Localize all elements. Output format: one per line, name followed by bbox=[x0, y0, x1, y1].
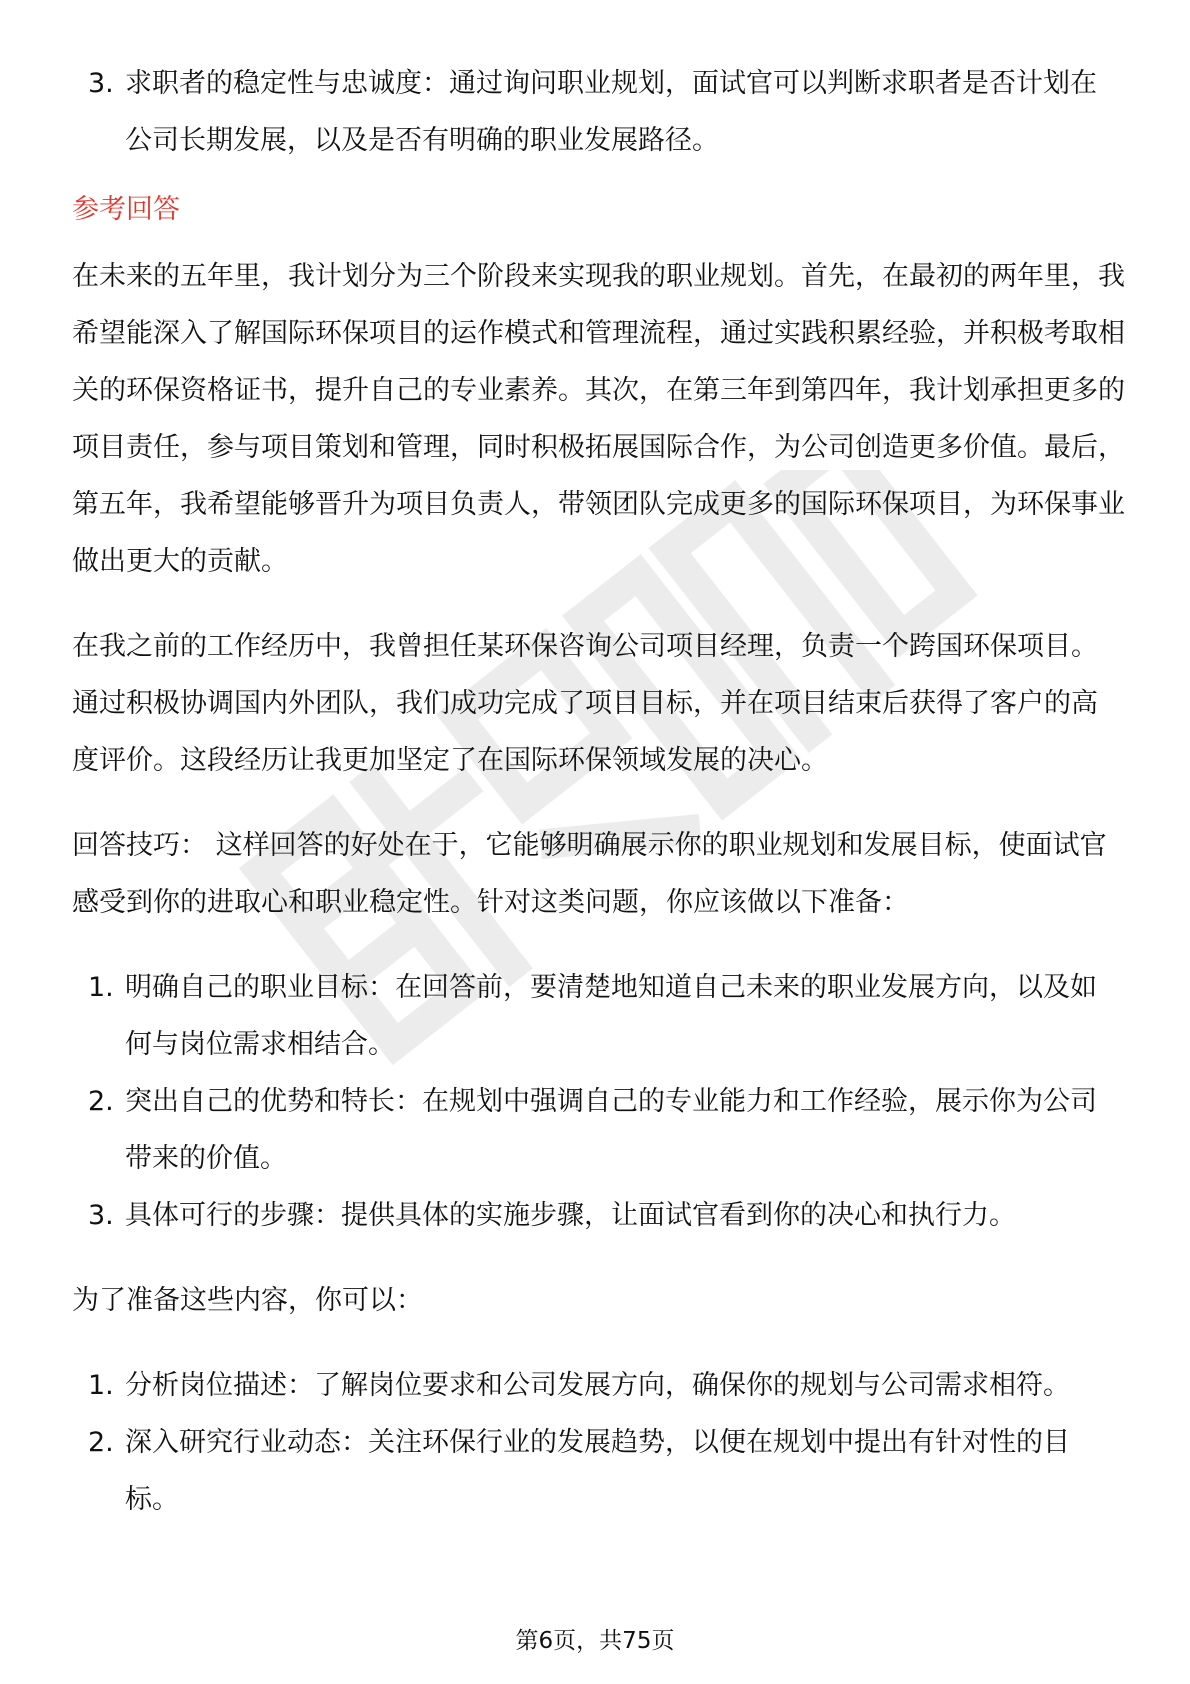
list-text: 深入研究行业动态：关注环保行业的发展趋势，以便在规划中提出有针对性的目标。 bbox=[125, 1427, 1070, 1515]
list-item bbox=[72, 1187, 1122, 1244]
list-number: 2. bbox=[88, 1427, 114, 1458]
section-title: 参考回答 bbox=[72, 194, 180, 225]
top-list bbox=[72, 55, 1122, 169]
prepare-list bbox=[72, 1357, 1122, 1528]
list-item bbox=[72, 55, 1122, 169]
page-content bbox=[72, 55, 1125, 1528]
list-number: 1. bbox=[88, 972, 114, 1003]
tips-list bbox=[72, 959, 1122, 1244]
tips-paragraph: 回答技巧： 这样回答的好处在于，它能够明确展示你的职业规划和发展目标，使面试官感受到你的进取心和职业稳定性。针对这类问题，你应该做以下准备： bbox=[72, 830, 1107, 918]
answer-paragraph-2: 在我之前的工作经历中，我曾担任某环保咨询公司项目经理，负责一个跨国环保项目。通过积极协调国内外团队，我们成功完成了项目目标，并在项目结束后获得了客户的高度评价。这段经历让我更加坚定了在国际环保领域发展的决心。 bbox=[72, 631, 1098, 776]
list-text: 具体可行的步骤：提供具体的实施步骤，让面试官看到你的决心和执行力。 bbox=[125, 1200, 1016, 1231]
list-number: 1. bbox=[88, 1370, 114, 1401]
prepare-intro: 为了准备这些内容，你可以： bbox=[72, 1285, 423, 1316]
list-text: 突出自己的优势和特长：在规划中强调自己的专业能力和工作经验，展示你为公司带来的价值。 bbox=[125, 1086, 1097, 1174]
list-text: 分析岗位描述：了解岗位要求和公司发展方向，确保你的规划与公司需求相符。 bbox=[125, 1370, 1070, 1401]
answer-paragraph-1: 在未来的五年里，我计划分为三个阶段来实现我的职业规划。首先，在最初的两年里，我希望能深入了解国际环保项目的运作模式和管理流程，通过实践积累经验，并积极考取相关的环保资格证书，提升自己的专业素养。其次，在第三年到第四年，我计划承担更多的项目责任，参与项目策划和管理，同时积极拓展国际合作，为公司创造更多价值。最后，第五年，我希望能够晋升为项目负责人，带领团队完成更多的国际环保项目，为环保事业做出更大的贡献。 bbox=[72, 261, 1125, 577]
page-number-footer: 第6页，共75页 bbox=[515, 1628, 675, 1654]
list-item bbox=[72, 1414, 1122, 1528]
list-number: 3. bbox=[88, 68, 114, 99]
list-text: 求职者的稳定性与忠诚度：通过询问职业规划，面试官可以判断求职者是否计划在公司长期发展，以及是否有明确的职业发展路径。 bbox=[125, 68, 1097, 156]
list-item bbox=[72, 1073, 1122, 1187]
list-text: 明确自己的职业目标：在回答前，要清楚地知道自己未来的职业发展方向，以及如何与岗位需求相结合。 bbox=[125, 972, 1097, 1060]
list-number: 3. bbox=[88, 1200, 114, 1231]
list-item bbox=[72, 959, 1122, 1073]
list-item bbox=[72, 1357, 1122, 1414]
list-number: 2. bbox=[88, 1086, 114, 1117]
